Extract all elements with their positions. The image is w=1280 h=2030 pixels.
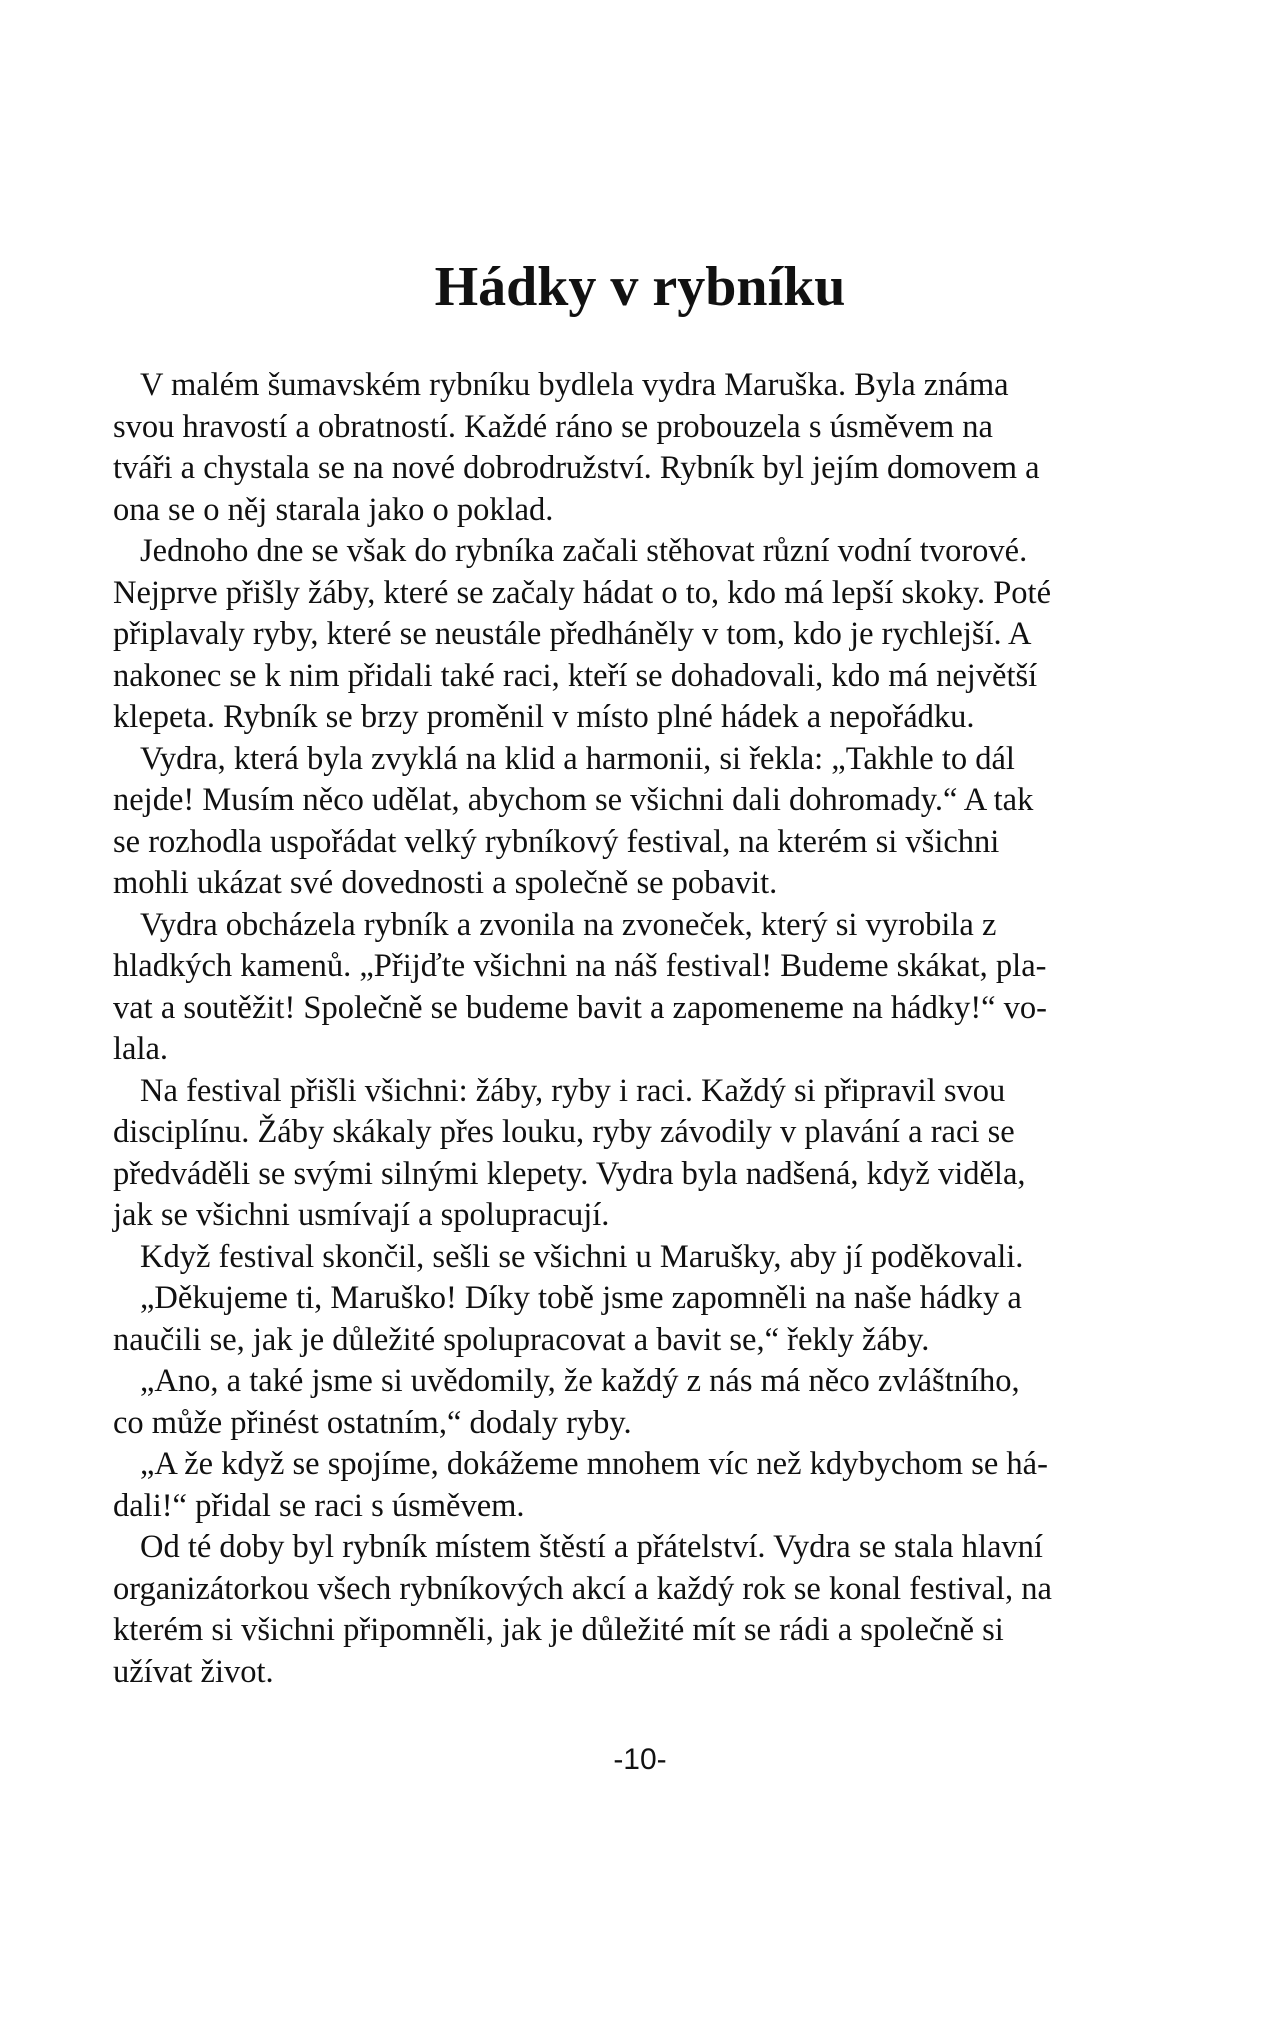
text-line: tváři a chystala se na nové dobrodružství. Rybník byl jejím domovem a <box>113 450 1040 486</box>
chapter-title: Hádky v rybníku <box>434 256 846 318</box>
text-line: organizátorkou všech rybníkových akcí a každý rok se konal festival, na <box>113 1570 1052 1607</box>
text-line: „A že když se spojíme, dokážeme mnohem víc než kdybychom se há- <box>140 1446 1048 1482</box>
text-line: Od té doby byl rybník místem štěstí a přátelství. Vydra se stala hlavní <box>140 1529 1043 1565</box>
text-line: naučili se, jak je důležité spolupracovat a bavit se,“ řekly žáby. <box>113 1321 930 1358</box>
text-line: „Ano, a také jsme si uvědomily, že každý z nás má něco zvláštního, <box>140 1363 1020 1399</box>
text-line: Když festival skončil, sešli se všichni u Marušky, aby jí poděkovali. <box>140 1238 1024 1275</box>
text-line: V malém šumavském rybníku bydlela vydra Maruška. Byla známa <box>140 367 1009 403</box>
text-line: co může přinést ostatním,“ dodaly ryby. <box>113 1404 632 1441</box>
text-line: lala. <box>113 1031 169 1067</box>
text-line: Na festival přišli všichni: žáby, ryby i raci. Každý si připravil svou <box>140 1072 1006 1109</box>
text-line: připlavaly ryby, které se neustále předháněly v tom, kdo je rychlejší. A <box>113 616 1032 652</box>
text-line: mohli ukázat své dovednosti a společně se pobavit. <box>113 865 778 901</box>
text-line: nejde! Musím něco udělat, abychom se všichni dali dohromady.“ A tak <box>113 782 1034 818</box>
text-line: vat a soutěžit! Společně se budeme bavit a zapomeneme na hádky!“ vo- <box>113 989 1048 1026</box>
story-text <box>113 365 1157 1693</box>
text-line: nakonec se k nim přidali také raci, kteří se dohadovali, kdo má největší <box>113 657 1038 694</box>
text-line: ona se o něj starala jako o poklad. <box>113 491 554 528</box>
text-line: jak se všichni usmívají a spolupracují. <box>113 1197 610 1233</box>
text-line: Nejprve přišly žáby, které se začaly hádat o to, kdo má lepší skoky. Poté <box>113 574 1052 611</box>
text-line: dali!“ přidal se raci s úsměvem. <box>113 1487 525 1524</box>
text-line: se rozhodla uspořádat velký rybníkový festival, na kterém si všichni <box>113 823 1000 860</box>
text-line: Vydra, která byla zvyklá na klid a harmonii, si řekla: „Takhle to dál <box>140 740 1015 777</box>
text-line: svou hravostí a obratností. Každé ráno se probouzela s úsměvem na <box>113 408 993 445</box>
text-line: klepeta. Rybník se brzy proměnil v místo plné hádek a nepořádku. <box>113 699 975 735</box>
page-number: -10- <box>613 1743 667 1776</box>
text-line: Jednoho dne se však do rybníka začali stěhovat různí vodní tvorové. <box>140 533 1028 569</box>
text-line: užívat život. <box>113 1653 274 1690</box>
text-line: kterém si všichni připomněli, jak je důležité mít se rádi a společně si <box>113 1612 1004 1648</box>
text-line: předváděli se svými silnými klepety. Vydra byla nadšená, když viděla, <box>113 1155 1026 1192</box>
text-line: „Děkujeme ti, Maruško! Díky tobě jsme zapomněli na naše hádky a <box>140 1280 1022 1316</box>
text-line: hladkých kamenů. „Přijďte všichni na náš festival! Budeme skákat, pla- <box>113 948 1047 984</box>
text-line: Vydra obcházela rybník a zvonila na zvoneček, který si vyrobila z <box>140 906 997 943</box>
text-line: disciplínu. Žáby skákaly přes louku, ryby závodily v plavání a raci se <box>113 1114 1015 1150</box>
